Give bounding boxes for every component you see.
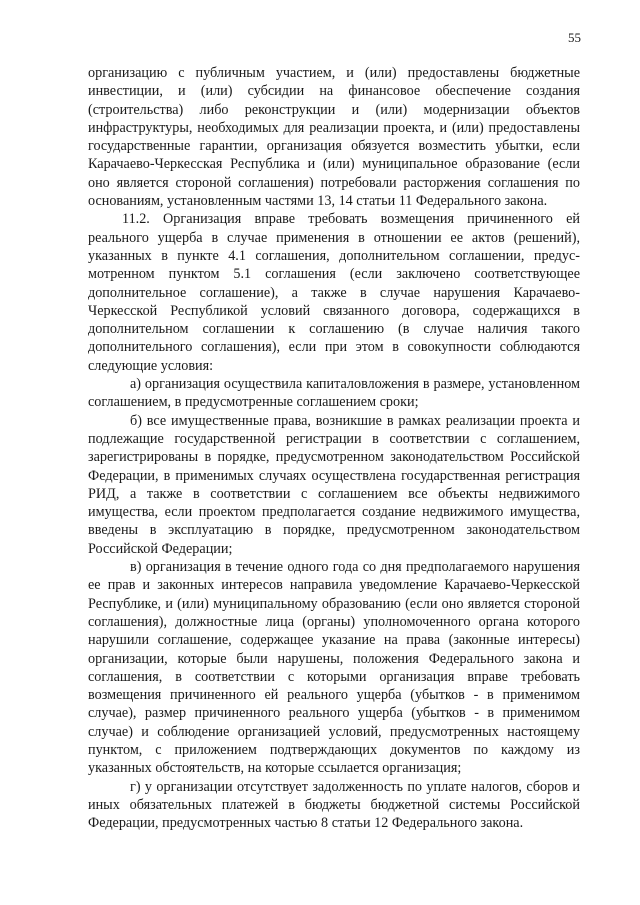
paragraph-continuation: организацию с публичным участием, и (или) предоставлены бюджетные инвестиции, и (или) субсидии на финансовое обеспечение создания (строительства) либо реконструкции и (или) модернизации объектов инфраструктуры, необходимых для реализации проекта, и (или) предоставлены государственные гарантии, организация обязуется возместить убытки, если Карачаево-Черкесская Республика и (или) муниципальное образование (если оно является стороной соглашения) потребовали расторжения соглашения по основаниям, установленным частями 13, 14 статьи 11 Федерального закона.	[88, 65, 580, 210]
page-number: 55	[568, 30, 581, 45]
paragraph-11-2: 11.2. Организация вправе требовать возмещения причиненного ей реального ущерба в случае применения в отношении ее актов (решений), указанных в пункте 4.1 соглашения, дополнительном соглашении, предусмотренном пунктом 5.1 соглашения (если заключено соответствующее дополнительное соглашение), а также в случае нарушения Карачаево-Черкесской Республикой условий связанного договора, содержащихся в дополнительном соглашении к соглашению (в случае наличия такого дополнительного соглашения), если при этом в совокупности соблюдаются следующие условия:	[88, 211, 580, 374]
condition-v: в) организация в течение одного года со дня предполагаемого нарушения ее прав и законных интересов направила уведомление Карачаево-Черкесской Республике, и (или) муниципальному образованию (если оно является стороной соглашения), должностные лица (органы) уполномоченного органа которого нарушили соглашение, содержащее указание на права (законные интересы) организации, которые были нарушены, положения Федерального закона и соглашения, в соответствии с которыми организация вправе требовать возмещения причиненного ей реального ущерба (убытков - в применимом случае), размер причиненного реального ущерба (убытков - в применимом случае) и соблюдение организацией условий, предусмотренных настоящему пунктом, с приложением подтверждающих документов по каждому из указанных обстоятельств, на которые ссылается организация;	[88, 559, 580, 777]
document-body	[88, 64, 580, 832]
condition-g: г) у организации отсутствует задолженность по уплате налогов, сборов и иных обязательных платежей в бюджеты бюджетной системы Российской Федерации, предусмотренных частью 8 статьи 12 Федерального закона.	[88, 778, 580, 832]
condition-a: а) организация осуществила капиталовложения в размере, установленном соглашением, в предусмотренные соглашением сроки;	[88, 376, 580, 411]
condition-b: б) все имущественные права, возникшие в рамках реализации проекта и подлежащие государственной регистрации в соответствии с соглашением, зарегистрированы в порядке, предусмотренном законодательством Российской Федерации, в применимых случаях осуществлена государственная регистрация РИД, а также в соответствии с соглашением все объекты недвижимого имущества, если проектом предполагается создание недвижимого имущества, введены в эксплуатацию в порядке, предусмотренном законодательством Российской Федерации;	[88, 412, 580, 557]
